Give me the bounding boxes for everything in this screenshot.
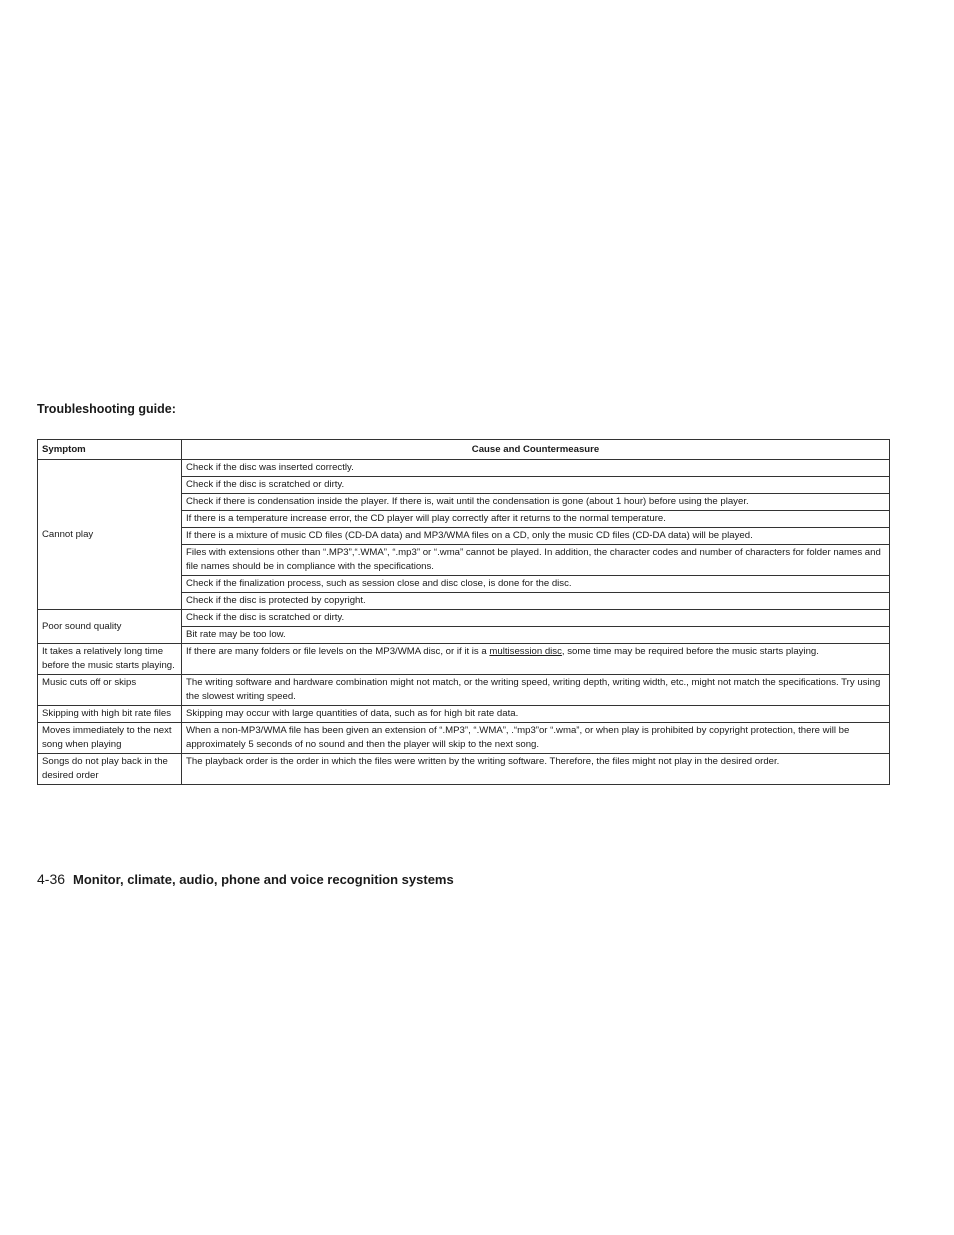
table-row xyxy=(38,706,890,723)
symptom-cell: Music cuts off or skips xyxy=(38,675,182,706)
cause-cell: The playback order is the order in which the files were written by the writing software. Therefore, the files might not play in the desired order. xyxy=(182,754,890,785)
cause-cell xyxy=(182,644,890,675)
cause-cell: If there is a temperature increase error, the CD player will play correctly after it returns to the normal temperature. xyxy=(182,511,890,528)
cause-cell: When a non-MP3/WMA file has been given an extension of “.MP3”, “.WMA”, .“mp3”or “.wma”, or when play is prohibited by copyright protection, there will be approximately 5 seconds of no sound and then the player will skip to the next song. xyxy=(182,723,890,754)
cause-cell: If there is a mixture of music CD files (CD-DA data) and MP3/WMA files on a CD, only the music CD files (CD-DA data) will be played. xyxy=(182,528,890,545)
section-title: Monitor, climate, audio, phone and voice recognition systems xyxy=(73,872,454,887)
symptom-cell: Songs do not play back in the desired order xyxy=(38,754,182,785)
table-row xyxy=(38,644,890,675)
table-header-row xyxy=(38,440,890,460)
page-number: 4-36 xyxy=(37,871,66,887)
table-row xyxy=(38,675,890,706)
cause-cell: Check if the disc is protected by copyright. xyxy=(182,593,890,610)
header-cause: Cause and Countermeasure xyxy=(182,440,890,460)
table-row xyxy=(38,460,890,477)
cause-cell: Files with extensions other than “.MP3”,“.WMA”, “.mp3” or “.wma” cannot be played. In addition, the character codes and number of characters for folder names and file names should be in compliance with the specifications. xyxy=(182,545,890,576)
cause-cell: Check if there is condensation inside the player. If there is, wait until the condensation is gone (about 1 hour) before using the player. xyxy=(182,494,890,511)
cause-cell: Skipping may occur with large quantities of data, such as for high bit rate data. xyxy=(182,706,890,723)
table-row xyxy=(38,610,890,627)
cause-cell: Bit rate may be too low. xyxy=(182,627,890,644)
page-footer xyxy=(37,871,454,887)
symptom-cell: Skipping with high bit rate files xyxy=(38,706,182,723)
cause-cell: The writing software and hardware combination might not match, or the writing speed, writing depth, writing width, etc., might not match the specifications. Try using the slowest writing speed. xyxy=(182,675,890,706)
cause-cell: Check if the disc was inserted correctly. xyxy=(182,460,890,477)
header-symptom: Symptom xyxy=(38,440,182,460)
cause-text: , some time may be required before the music starts playing. xyxy=(561,646,819,657)
cause-cell: Check if the disc is scratched or dirty. xyxy=(182,610,890,627)
symptom-cell: It takes a relatively long time before the music starts playing. xyxy=(38,644,182,675)
symptom-cell: Moves immediately to the next song when playing xyxy=(38,723,182,754)
cause-text: If there are many folders or file levels on the MP3/WMA disc, or if it is a xyxy=(186,646,490,657)
cause-cell: Check if the disc is scratched or dirty. xyxy=(182,477,890,494)
cause-cell: Check if the finalization process, such as session close and disc close, is done for the disc. xyxy=(182,576,890,593)
multisession-disc-link[interactable]: multisession disc xyxy=(489,646,562,657)
symptom-cell: Cannot play xyxy=(38,460,182,610)
table-row xyxy=(38,754,890,785)
section-heading: Troubleshooting guide: xyxy=(37,402,176,416)
troubleshooting-table xyxy=(37,439,890,785)
table-row xyxy=(38,723,890,754)
symptom-cell: Poor sound quality xyxy=(38,610,182,644)
